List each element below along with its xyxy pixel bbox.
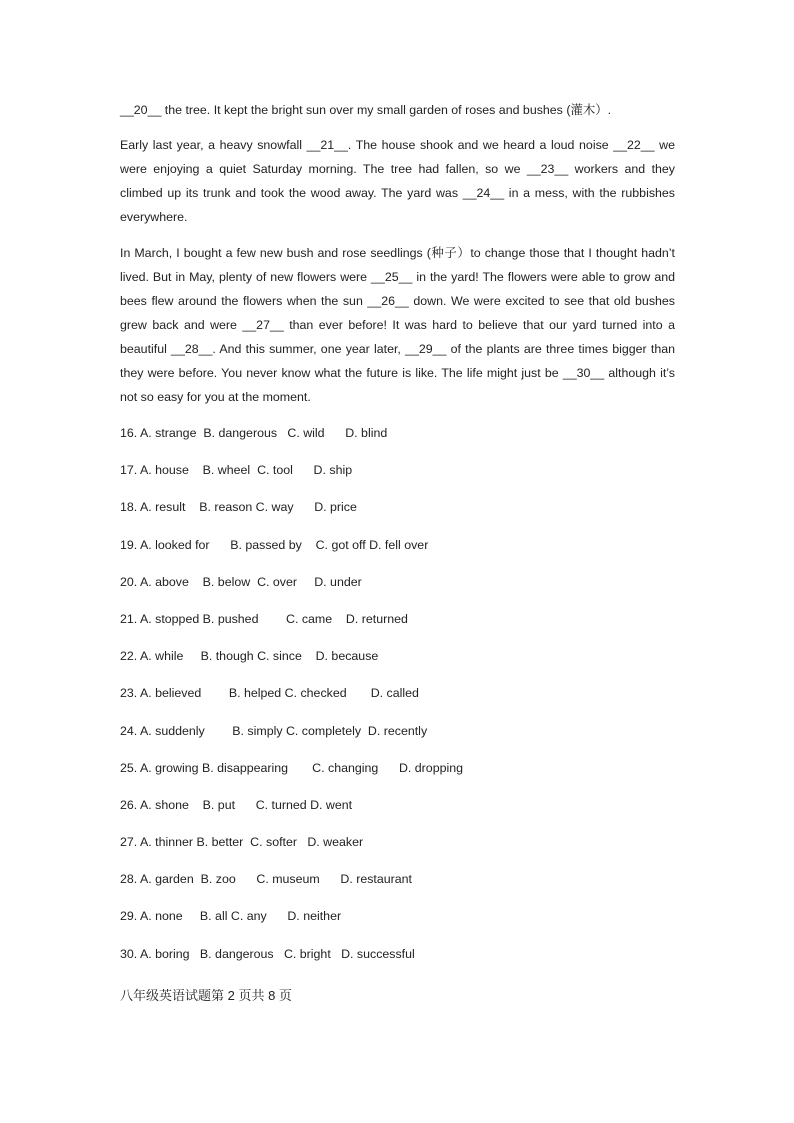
- question-23-options: 23. A. believed B. helped C. checked D. called: [120, 686, 419, 701]
- passage-paragraph-2: Early last year, a heavy snowfall __21__. The house shook and we heard a loud noise __22__ we were enjoying a quiet Saturday morning. The tree had fallen, so we __23__ workers and they climbed up its trunk and took the wood away. The yard was __24__ in a mess, with the rubbishes everywhere.: [120, 138, 675, 224]
- answer-options-list: [120, 421, 675, 979]
- question-30-options: 30. A. boring B. dangerous C. bright D. successful: [120, 946, 415, 961]
- page-footer: 八年级英语试题第 2 页共 8 页: [120, 988, 292, 1003]
- question-20-options: 20. A. above B. below C. over D. under: [120, 574, 362, 589]
- question-19-options: 19. A. looked for B. passed by C. got off D. fell over: [120, 537, 429, 552]
- question-27-options: 27. A. thinner B. better C. softer D. weaker: [120, 835, 364, 850]
- document-page: [120, 98, 675, 979]
- question-17-options: 17. A. house B. wheel C. tool D. ship: [120, 463, 353, 478]
- question-24-options: 24. A. suddenly B. simply C. completely D. recently: [120, 723, 428, 738]
- question-28-options: 28. A. garden B. zoo C. museum D. restaurant: [120, 872, 413, 887]
- question-18-options: 18. A. result B. reason C. way D. price: [120, 500, 357, 515]
- question-25-options: 25. A. growing B. disappearing C. changing D. dropping: [120, 760, 464, 775]
- question-29-options: 29. A. none B. all C. any D. neither: [120, 909, 342, 924]
- question-26-options: 26. A. shone B. put C. turned D. went: [120, 797, 353, 812]
- question-21-options: 21. A. stopped B. pushed C. came D. returned: [120, 611, 408, 626]
- question-16-options: 16. A. strange B. dangerous C. wild D. blind: [120, 426, 388, 440]
- passage-paragraph-3: In March, I bought a few new bush and rose seedlings (种子）to change those that I thought hadn’t lived. But in May, plenty of new flowers were __25__ in the yard! The flowers were able to grow and bees flew around the flowers when the sun __26__ down. We were excited to see that old bushes grew back and were __27__ than ever before! It was hard to believe that our yard turned into a beautiful __28__. And this summer, one year later, __29__ of the plants are three times bigger than they were before. You never know what the future is like. The life might just be __30__ although it’s not so easy for you at the moment.: [120, 246, 675, 404]
- question-22-options: 22. A. while B. though C. since D. because: [120, 649, 379, 664]
- passage-paragraph-1: __20__ the tree. It kept the bright sun over my small garden of roses and bushes (灌木）.: [120, 103, 612, 117]
